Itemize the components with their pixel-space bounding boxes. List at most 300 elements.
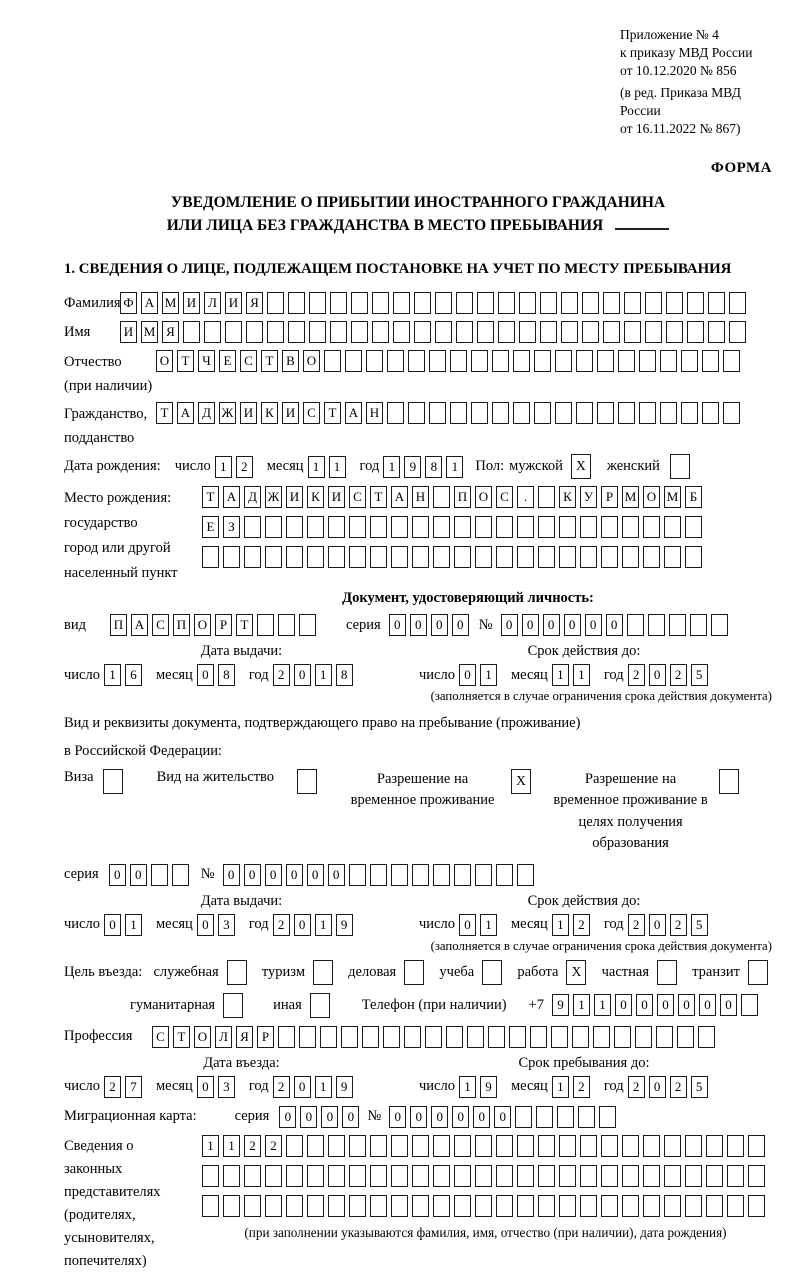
char-cell[interactable]: 0 [130,864,147,886]
char-cell[interactable] [391,1165,408,1187]
visa-checkbox[interactable] [103,769,123,794]
char-cell[interactable] [244,1165,261,1187]
char-cell[interactable] [624,292,641,314]
char-cell[interactable] [204,321,221,343]
char-cell[interactable] [517,1165,534,1187]
char-cell[interactable] [517,1195,534,1217]
char-cell[interactable] [223,1165,240,1187]
char-cell[interactable] [330,321,347,343]
char-cell[interactable] [597,402,614,424]
char-cell[interactable]: 1 [552,1076,569,1098]
char-cell[interactable]: 7 [125,1076,142,1098]
char-cell[interactable] [387,350,404,372]
char-cell[interactable] [664,1165,681,1187]
char-cell[interactable] [488,1026,505,1048]
char-cell[interactable]: 0 [452,1106,469,1128]
char-cell[interactable]: 2 [670,914,687,936]
char-cell[interactable] [345,350,362,372]
char-cell[interactable] [404,1026,421,1048]
char-cell[interactable]: 2 [670,664,687,686]
char-cell[interactable]: 0 [649,1076,666,1098]
char-cell[interactable] [278,1026,295,1048]
char-cell[interactable] [307,1195,324,1217]
char-cell[interactable]: 1 [383,456,400,478]
char-cell[interactable]: 0 [197,1076,214,1098]
char-cell[interactable] [330,292,347,314]
char-cell[interactable]: Л [204,292,221,314]
char-cell[interactable]: 1 [573,664,590,686]
char-cell[interactable]: 2 [628,914,645,936]
char-cell[interactable]: 0 [197,664,214,686]
char-cell[interactable] [513,402,530,424]
char-cell[interactable]: Б [685,486,702,508]
char-cell[interactable] [685,516,702,538]
char-cell[interactable] [538,516,555,538]
char-cell[interactable]: 0 [244,864,261,886]
char-cell[interactable]: 0 [307,864,324,886]
char-cell[interactable] [580,546,597,568]
char-cell[interactable] [433,546,450,568]
char-cell[interactable] [393,321,410,343]
char-cell[interactable]: Я [236,1026,253,1048]
char-cell[interactable]: 2 [573,914,590,936]
char-cell[interactable]: . [517,486,534,508]
char-cell[interactable] [593,1026,610,1048]
char-cell[interactable]: 0 [410,1106,427,1128]
char-cell[interactable]: Я [162,321,179,343]
char-cell[interactable] [309,321,326,343]
char-cell[interactable] [702,350,719,372]
char-cell[interactable] [677,1026,694,1048]
char-cell[interactable] [450,402,467,424]
char-cell[interactable]: 0 [657,994,674,1016]
char-cell[interactable] [151,864,168,886]
char-cell[interactable]: О [303,350,320,372]
char-cell[interactable]: У [580,486,597,508]
char-cell[interactable] [278,614,295,636]
char-cell[interactable] [391,516,408,538]
purpose-transit-checkbox[interactable] [748,960,768,985]
char-cell[interactable]: И [328,486,345,508]
char-cell[interactable] [475,546,492,568]
char-cell[interactable]: 1 [459,1076,476,1098]
char-cell[interactable] [729,321,746,343]
char-cell[interactable] [435,321,452,343]
char-cell[interactable] [202,546,219,568]
char-cell[interactable] [471,402,488,424]
char-cell[interactable]: 2 [273,914,290,936]
char-cell[interactable]: И [183,292,200,314]
char-cell[interactable]: К [559,486,576,508]
char-cell[interactable] [223,1195,240,1217]
temp-residence-checkbox[interactable]: X [511,769,531,794]
char-cell[interactable]: 0 [606,614,623,636]
char-cell[interactable] [456,292,473,314]
char-cell[interactable] [433,486,450,508]
char-cell[interactable]: В [282,350,299,372]
char-cell[interactable] [412,1195,429,1217]
char-cell[interactable] [622,1195,639,1217]
char-cell[interactable] [534,350,551,372]
char-cell[interactable] [685,1165,702,1187]
char-cell[interactable] [370,1195,387,1217]
char-cell[interactable] [412,546,429,568]
char-cell[interactable]: А [345,402,362,424]
char-cell[interactable]: 0 [109,864,126,886]
char-cell[interactable]: 0 [699,994,716,1016]
char-cell[interactable] [727,1165,744,1187]
char-cell[interactable] [408,350,425,372]
char-cell[interactable] [372,292,389,314]
char-cell[interactable] [681,350,698,372]
char-cell[interactable]: 0 [410,614,427,636]
char-cell[interactable] [559,546,576,568]
char-cell[interactable]: 0 [431,1106,448,1128]
char-cell[interactable] [496,1135,513,1157]
char-cell[interactable] [366,350,383,372]
char-cell[interactable] [664,546,681,568]
char-cell[interactable] [425,1026,442,1048]
char-cell[interactable] [456,321,473,343]
char-cell[interactable] [639,402,656,424]
char-cell[interactable] [664,1195,681,1217]
char-cell[interactable]: 1 [573,994,590,1016]
char-cell[interactable] [370,864,387,886]
char-cell[interactable]: 0 [585,614,602,636]
char-cell[interactable] [433,1135,450,1157]
char-cell[interactable] [265,516,282,538]
char-cell[interactable] [601,1165,618,1187]
char-cell[interactable]: 2 [273,664,290,686]
char-cell[interactable] [349,546,366,568]
char-cell[interactable]: 0 [431,614,448,636]
char-cell[interactable] [328,546,345,568]
char-cell[interactable]: 0 [321,1106,338,1128]
char-cell[interactable] [643,1165,660,1187]
char-cell[interactable] [708,321,725,343]
char-cell[interactable] [643,1135,660,1157]
char-cell[interactable]: Р [215,614,232,636]
char-cell[interactable] [454,864,471,886]
char-cell[interactable]: С [349,486,366,508]
char-cell[interactable] [496,1165,513,1187]
char-cell[interactable]: 0 [522,614,539,636]
char-cell[interactable] [286,516,303,538]
char-cell[interactable]: С [496,486,513,508]
char-cell[interactable] [288,292,305,314]
char-cell[interactable]: 0 [104,914,121,936]
char-cell[interactable] [265,1165,282,1187]
char-cell[interactable]: 9 [404,456,421,478]
char-cell[interactable] [690,614,707,636]
char-cell[interactable] [601,1135,618,1157]
char-cell[interactable]: А [177,402,194,424]
char-cell[interactable]: И [286,486,303,508]
char-cell[interactable]: Д [198,402,215,424]
char-cell[interactable] [580,1165,597,1187]
char-cell[interactable]: С [152,1026,169,1048]
char-cell[interactable] [580,1195,597,1217]
char-cell[interactable] [687,292,704,314]
char-cell[interactable] [643,1195,660,1217]
char-cell[interactable] [454,546,471,568]
char-cell[interactable] [580,1135,597,1157]
char-cell[interactable] [708,292,725,314]
char-cell[interactable] [475,1195,492,1217]
char-cell[interactable]: О [156,350,173,372]
char-cell[interactable]: 5 [691,664,708,686]
char-cell[interactable] [370,1165,387,1187]
char-cell[interactable] [559,1165,576,1187]
char-cell[interactable] [349,1195,366,1217]
sex-male-checkbox[interactable]: X [571,454,591,479]
char-cell[interactable] [597,350,614,372]
char-cell[interactable]: 0 [615,994,632,1016]
char-cell[interactable]: Ф [120,292,137,314]
char-cell[interactable] [618,402,635,424]
char-cell[interactable]: 0 [543,614,560,636]
char-cell[interactable]: 1 [480,914,497,936]
purpose-humanitarian-checkbox[interactable] [223,993,243,1018]
char-cell[interactable] [257,614,274,636]
char-cell[interactable] [223,546,240,568]
char-cell[interactable]: 0 [720,994,737,1016]
char-cell[interactable] [551,1026,568,1048]
char-cell[interactable] [370,1135,387,1157]
char-cell[interactable]: П [454,486,471,508]
char-cell[interactable] [603,292,620,314]
char-cell[interactable]: И [240,402,257,424]
char-cell[interactable] [578,1106,595,1128]
char-cell[interactable] [286,1165,303,1187]
char-cell[interactable]: 2 [244,1135,261,1157]
char-cell[interactable] [412,864,429,886]
char-cell[interactable] [433,1165,450,1187]
char-cell[interactable]: 0 [286,864,303,886]
char-cell[interactable] [639,350,656,372]
char-cell[interactable] [582,321,599,343]
char-cell[interactable] [627,614,644,636]
char-cell[interactable]: С [240,350,257,372]
char-cell[interactable] [601,546,618,568]
char-cell[interactable] [622,546,639,568]
char-cell[interactable] [383,1026,400,1048]
char-cell[interactable] [450,350,467,372]
char-cell[interactable]: 0 [678,994,695,1016]
char-cell[interactable]: 2 [670,1076,687,1098]
char-cell[interactable] [309,292,326,314]
char-cell[interactable] [307,516,324,538]
char-cell[interactable] [538,486,555,508]
char-cell[interactable] [267,321,284,343]
char-cell[interactable] [370,516,387,538]
char-cell[interactable]: Р [257,1026,274,1048]
char-cell[interactable] [643,546,660,568]
char-cell[interactable] [519,292,536,314]
char-cell[interactable] [414,292,431,314]
char-cell[interactable] [244,546,261,568]
char-cell[interactable] [509,1026,526,1048]
char-cell[interactable]: С [303,402,320,424]
char-cell[interactable] [685,1195,702,1217]
char-cell[interactable]: 1 [215,456,232,478]
char-cell[interactable] [496,864,513,886]
char-cell[interactable]: 0 [223,864,240,886]
char-cell[interactable]: Ч [198,350,215,372]
char-cell[interactable] [660,402,677,424]
char-cell[interactable]: П [173,614,190,636]
char-cell[interactable] [582,292,599,314]
char-cell[interactable] [536,1106,553,1128]
char-cell[interactable] [351,321,368,343]
char-cell[interactable]: М [162,292,179,314]
char-cell[interactable] [559,1135,576,1157]
char-cell[interactable] [349,1165,366,1187]
char-cell[interactable] [498,292,515,314]
char-cell[interactable] [645,321,662,343]
char-cell[interactable]: 0 [564,614,581,636]
residence-permit-checkbox[interactable] [297,769,317,794]
char-cell[interactable] [748,1135,765,1157]
char-cell[interactable]: 0 [279,1106,296,1128]
char-cell[interactable]: Т [177,350,194,372]
char-cell[interactable] [328,1165,345,1187]
char-cell[interactable]: 8 [218,664,235,686]
char-cell[interactable]: А [391,486,408,508]
char-cell[interactable] [515,1106,532,1128]
char-cell[interactable] [307,546,324,568]
purpose-private-checkbox[interactable] [657,960,677,985]
char-cell[interactable]: 2 [628,664,645,686]
char-cell[interactable] [391,864,408,886]
char-cell[interactable] [648,614,665,636]
char-cell[interactable] [666,292,683,314]
char-cell[interactable] [517,516,534,538]
char-cell[interactable] [492,350,509,372]
char-cell[interactable] [576,350,593,372]
char-cell[interactable]: 1 [202,1135,219,1157]
char-cell[interactable]: И [225,292,242,314]
char-cell[interactable]: 1 [594,994,611,1016]
char-cell[interactable]: 0 [649,664,666,686]
char-cell[interactable] [328,1195,345,1217]
char-cell[interactable] [391,1195,408,1217]
char-cell[interactable] [288,321,305,343]
char-cell[interactable] [664,516,681,538]
char-cell[interactable]: К [307,486,324,508]
char-cell[interactable]: 3 [218,1076,235,1098]
char-cell[interactable]: 1 [315,914,332,936]
char-cell[interactable] [225,321,242,343]
char-cell[interactable]: Д [244,486,261,508]
char-cell[interactable] [538,1135,555,1157]
char-cell[interactable]: А [141,292,158,314]
char-cell[interactable] [265,546,282,568]
purpose-business-checkbox[interactable] [404,960,424,985]
char-cell[interactable] [666,321,683,343]
char-cell[interactable]: Т [324,402,341,424]
char-cell[interactable] [622,1165,639,1187]
char-cell[interactable] [475,1165,492,1187]
char-cell[interactable] [534,402,551,424]
char-cell[interactable] [664,1135,681,1157]
char-cell[interactable]: Ж [265,486,282,508]
char-cell[interactable] [555,402,572,424]
char-cell[interactable]: Е [202,516,219,538]
char-cell[interactable] [517,1135,534,1157]
char-cell[interactable]: 9 [336,1076,353,1098]
char-cell[interactable] [246,321,263,343]
char-cell[interactable] [467,1026,484,1048]
char-cell[interactable]: Р [601,486,618,508]
char-cell[interactable] [498,321,515,343]
char-cell[interactable] [349,1135,366,1157]
char-cell[interactable]: 2 [265,1135,282,1157]
char-cell[interactable]: П [110,614,127,636]
char-cell[interactable] [391,546,408,568]
char-cell[interactable]: М [664,486,681,508]
char-cell[interactable]: А [223,486,240,508]
char-cell[interactable] [555,350,572,372]
char-cell[interactable]: Ж [219,402,236,424]
char-cell[interactable] [517,546,534,568]
char-cell[interactable] [454,1165,471,1187]
char-cell[interactable] [433,1195,450,1217]
char-cell[interactable] [727,1135,744,1157]
char-cell[interactable]: 0 [300,1106,317,1128]
char-cell[interactable] [324,350,341,372]
char-cell[interactable] [202,1165,219,1187]
char-cell[interactable] [685,546,702,568]
char-cell[interactable] [183,321,200,343]
char-cell[interactable]: Т [236,614,253,636]
char-cell[interactable]: 3 [218,914,235,936]
char-cell[interactable] [341,1026,358,1048]
char-cell[interactable]: 1 [446,456,463,478]
char-cell[interactable] [387,402,404,424]
char-cell[interactable] [286,1135,303,1157]
char-cell[interactable]: 9 [336,914,353,936]
char-cell[interactable] [706,1165,723,1187]
char-cell[interactable] [349,516,366,538]
char-cell[interactable]: 1 [552,664,569,686]
char-cell[interactable] [599,1106,616,1128]
char-cell[interactable]: 2 [573,1076,590,1098]
char-cell[interactable]: 0 [294,664,311,686]
char-cell[interactable] [475,516,492,538]
char-cell[interactable] [372,321,389,343]
char-cell[interactable] [702,402,719,424]
char-cell[interactable] [477,321,494,343]
char-cell[interactable] [538,1195,555,1217]
char-cell[interactable] [202,1195,219,1217]
char-cell[interactable] [446,1026,463,1048]
char-cell[interactable] [723,402,740,424]
char-cell[interactable] [513,350,530,372]
char-cell[interactable]: Н [412,486,429,508]
char-cell[interactable] [286,546,303,568]
char-cell[interactable]: Е [219,350,236,372]
char-cell[interactable] [540,292,557,314]
char-cell[interactable]: 8 [425,456,442,478]
char-cell[interactable]: Т [156,402,173,424]
char-cell[interactable] [412,1165,429,1187]
char-cell[interactable] [576,402,593,424]
char-cell[interactable]: 0 [459,664,476,686]
char-cell[interactable]: 1 [308,456,325,478]
char-cell[interactable]: 5 [691,914,708,936]
char-cell[interactable]: 9 [480,1076,497,1098]
